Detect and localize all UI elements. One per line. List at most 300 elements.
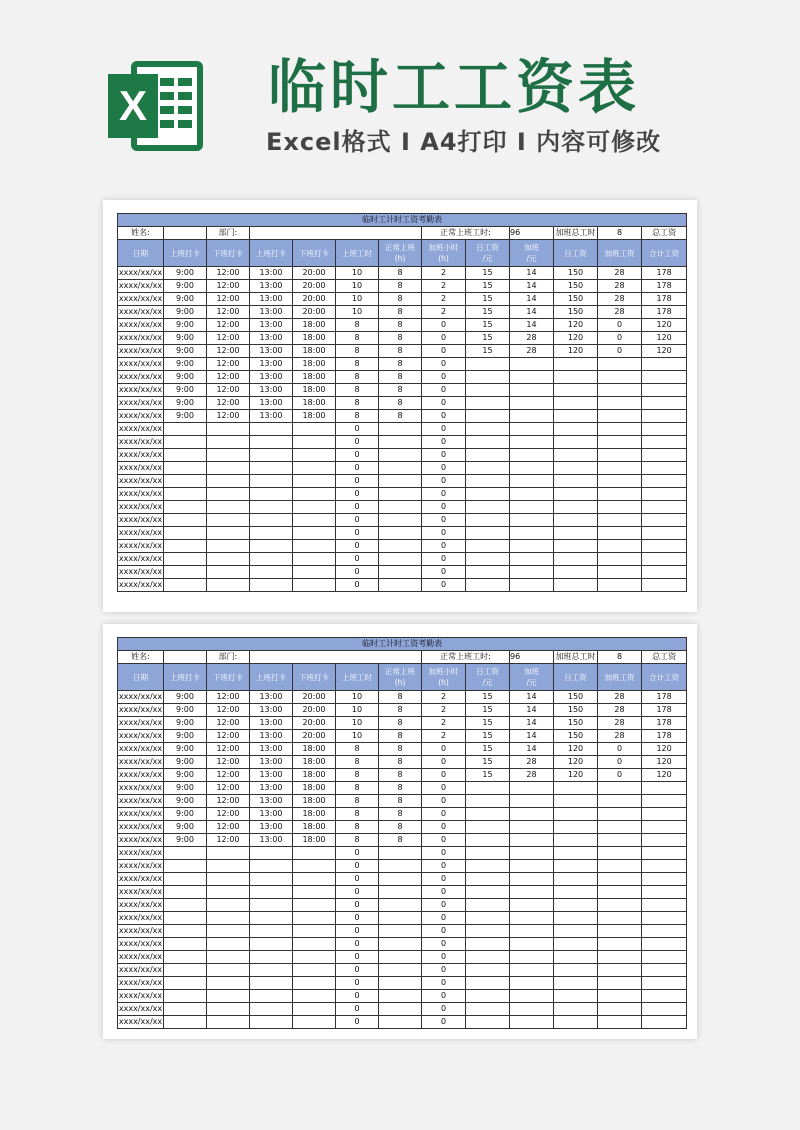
table-cell[interactable] (293, 990, 336, 1003)
table-cell[interactable]: 18:00 (293, 769, 336, 782)
table-cell[interactable]: 8 (379, 730, 422, 743)
table-cell[interactable] (554, 423, 598, 436)
table-cell[interactable]: xxxx/xx/xx (118, 860, 164, 873)
table-cell[interactable]: 12:00 (207, 293, 250, 306)
table-cell[interactable]: 0 (422, 756, 466, 769)
table-cell[interactable] (554, 912, 598, 925)
table-cell[interactable] (207, 886, 250, 899)
table-cell[interactable] (207, 501, 250, 514)
table-cell[interactable]: 8 (379, 821, 422, 834)
table-cell[interactable]: xxxx/xx/xx (118, 886, 164, 899)
table-cell[interactable]: 0 (422, 371, 466, 384)
overtime-total-value[interactable]: 8 (598, 651, 642, 664)
table-cell[interactable] (554, 834, 598, 847)
table-cell[interactable]: xxxx/xx/xx (118, 410, 164, 423)
table-cell[interactable] (164, 899, 207, 912)
table-cell[interactable]: xxxx/xx/xx (118, 449, 164, 462)
table-cell[interactable] (250, 1003, 293, 1016)
table-cell[interactable] (598, 475, 642, 488)
table-cell[interactable]: xxxx/xx/xx (118, 488, 164, 501)
table-cell[interactable]: 15 (466, 319, 510, 332)
table-cell[interactable]: 8 (379, 743, 422, 756)
table-cell[interactable] (207, 964, 250, 977)
table-cell[interactable] (598, 410, 642, 423)
table-cell[interactable]: 15 (466, 730, 510, 743)
table-cell[interactable]: 0 (336, 488, 379, 501)
table-cell[interactable] (510, 475, 554, 488)
table-cell[interactable] (207, 977, 250, 990)
table-cell[interactable] (250, 566, 293, 579)
table-cell[interactable] (554, 847, 598, 860)
table-cell[interactable] (598, 371, 642, 384)
table-cell[interactable]: 9:00 (164, 293, 207, 306)
table-cell[interactable]: 150 (554, 293, 598, 306)
table-cell[interactable] (642, 873, 687, 886)
table-cell[interactable]: 13:00 (250, 756, 293, 769)
table-cell[interactable] (598, 899, 642, 912)
table-cell[interactable]: 150 (554, 280, 598, 293)
table-cell[interactable] (510, 899, 554, 912)
table-cell[interactable] (293, 951, 336, 964)
table-cell[interactable] (379, 938, 422, 951)
table-cell[interactable] (207, 847, 250, 860)
table-cell[interactable] (293, 488, 336, 501)
table-cell[interactable] (510, 397, 554, 410)
table-cell[interactable] (466, 847, 510, 860)
table-cell[interactable] (554, 384, 598, 397)
table-cell[interactable]: xxxx/xx/xx (118, 847, 164, 860)
table-cell[interactable] (554, 449, 598, 462)
table-cell[interactable] (379, 899, 422, 912)
table-cell[interactable] (293, 912, 336, 925)
table-cell[interactable]: 8 (379, 834, 422, 847)
table-cell[interactable]: 28 (598, 280, 642, 293)
table-cell[interactable] (598, 566, 642, 579)
table-cell[interactable]: 9:00 (164, 834, 207, 847)
table-cell[interactable]: 2 (422, 293, 466, 306)
table-cell[interactable]: 120 (642, 332, 687, 345)
table-cell[interactable] (466, 834, 510, 847)
table-cell[interactable] (466, 964, 510, 977)
table-cell[interactable]: 18:00 (293, 808, 336, 821)
table-cell[interactable]: 8 (336, 795, 379, 808)
table-cell[interactable] (379, 566, 422, 579)
table-cell[interactable] (379, 990, 422, 1003)
table-cell[interactable] (642, 990, 687, 1003)
table-cell[interactable] (642, 1016, 687, 1029)
table-cell[interactable]: xxxx/xx/xx (118, 743, 164, 756)
table-cell[interactable]: 0 (336, 514, 379, 527)
table-cell[interactable]: xxxx/xx/xx (118, 267, 164, 280)
table-cell[interactable]: 14 (510, 717, 554, 730)
table-cell[interactable]: 12:00 (207, 345, 250, 358)
table-cell[interactable] (642, 410, 687, 423)
table-cell[interactable] (207, 462, 250, 475)
table-cell[interactable]: 0 (422, 319, 466, 332)
table-cell[interactable]: 10 (336, 730, 379, 743)
table-cell[interactable]: xxxx/xx/xx (118, 834, 164, 847)
table-cell[interactable]: 0 (422, 834, 466, 847)
table-cell[interactable]: 9:00 (164, 769, 207, 782)
table-cell[interactable]: 20:00 (293, 717, 336, 730)
table-cell[interactable]: 0 (422, 436, 466, 449)
table-cell[interactable]: 20:00 (293, 293, 336, 306)
table-cell[interactable] (510, 938, 554, 951)
table-cell[interactable] (554, 501, 598, 514)
table-cell[interactable] (293, 964, 336, 977)
overtime-total-value[interactable]: 8 (598, 227, 642, 240)
table-cell[interactable] (642, 540, 687, 553)
table-cell[interactable] (554, 462, 598, 475)
table-cell[interactable]: 150 (554, 717, 598, 730)
table-cell[interactable] (510, 449, 554, 462)
table-cell[interactable]: 10 (336, 267, 379, 280)
table-cell[interactable] (164, 977, 207, 990)
table-cell[interactable]: 8 (379, 280, 422, 293)
table-cell[interactable]: 13:00 (250, 306, 293, 319)
table-cell[interactable]: 18:00 (293, 397, 336, 410)
table-cell[interactable] (598, 964, 642, 977)
table-cell[interactable] (293, 977, 336, 990)
table-cell[interactable]: 15 (466, 717, 510, 730)
table-cell[interactable]: 14 (510, 319, 554, 332)
table-cell[interactable] (642, 501, 687, 514)
table-cell[interactable]: 8 (336, 371, 379, 384)
table-cell[interactable]: 10 (336, 293, 379, 306)
table-cell[interactable]: xxxx/xx/xx (118, 704, 164, 717)
table-cell[interactable]: 0 (336, 540, 379, 553)
table-cell[interactable] (379, 951, 422, 964)
table-cell[interactable] (642, 808, 687, 821)
table-cell[interactable] (250, 951, 293, 964)
table-cell[interactable]: 9:00 (164, 397, 207, 410)
table-cell[interactable] (250, 514, 293, 527)
table-cell[interactable]: 0 (336, 873, 379, 886)
table-cell[interactable] (510, 553, 554, 566)
table-cell[interactable]: 14 (510, 280, 554, 293)
table-cell[interactable] (379, 488, 422, 501)
table-cell[interactable] (554, 540, 598, 553)
table-cell[interactable]: 13:00 (250, 358, 293, 371)
table-cell[interactable] (598, 527, 642, 540)
table-cell[interactable]: 13:00 (250, 834, 293, 847)
table-cell[interactable] (466, 899, 510, 912)
table-cell[interactable]: 0 (336, 449, 379, 462)
table-cell[interactable]: xxxx/xx/xx (118, 397, 164, 410)
table-cell[interactable] (250, 899, 293, 912)
table-cell[interactable] (250, 436, 293, 449)
table-cell[interactable] (554, 1003, 598, 1016)
table-cell[interactable] (207, 860, 250, 873)
table-cell[interactable]: 0 (422, 925, 466, 938)
table-cell[interactable] (293, 514, 336, 527)
table-cell[interactable]: 13:00 (250, 795, 293, 808)
table-cell[interactable]: 20:00 (293, 704, 336, 717)
table-cell[interactable] (598, 553, 642, 566)
table-cell[interactable] (466, 886, 510, 899)
table-cell[interactable]: 10 (336, 280, 379, 293)
table-cell[interactable]: 28 (510, 332, 554, 345)
table-cell[interactable]: 8 (379, 691, 422, 704)
table-cell[interactable] (466, 951, 510, 964)
table-cell[interactable]: 2 (422, 267, 466, 280)
table-cell[interactable]: xxxx/xx/xx (118, 912, 164, 925)
table-cell[interactable]: 150 (554, 704, 598, 717)
table-cell[interactable]: 15 (466, 345, 510, 358)
table-cell[interactable]: 18:00 (293, 384, 336, 397)
table-cell[interactable] (466, 475, 510, 488)
table-cell[interactable] (598, 925, 642, 938)
table-cell[interactable] (598, 782, 642, 795)
table-cell[interactable] (164, 925, 207, 938)
table-cell[interactable] (642, 358, 687, 371)
table-cell[interactable] (466, 514, 510, 527)
table-cell[interactable] (554, 553, 598, 566)
table-cell[interactable] (510, 951, 554, 964)
table-cell[interactable]: 0 (422, 899, 466, 912)
table-cell[interactable] (642, 977, 687, 990)
table-cell[interactable] (379, 579, 422, 592)
table-cell[interactable]: xxxx/xx/xx (118, 436, 164, 449)
table-cell[interactable]: 13:00 (250, 782, 293, 795)
table-cell[interactable]: 9:00 (164, 280, 207, 293)
table-cell[interactable] (598, 834, 642, 847)
table-cell[interactable] (379, 501, 422, 514)
table-cell[interactable]: 8 (379, 319, 422, 332)
table-cell[interactable] (598, 951, 642, 964)
table-cell[interactable] (642, 488, 687, 501)
table-cell[interactable]: 8 (336, 358, 379, 371)
table-cell[interactable] (466, 553, 510, 566)
table-cell[interactable]: 12:00 (207, 743, 250, 756)
table-cell[interactable]: 0 (422, 821, 466, 834)
table-cell[interactable]: 0 (336, 423, 379, 436)
table-cell[interactable] (554, 436, 598, 449)
table-cell[interactable] (379, 436, 422, 449)
table-cell[interactable] (642, 566, 687, 579)
table-cell[interactable] (164, 566, 207, 579)
table-cell[interactable]: xxxx/xx/xx (118, 566, 164, 579)
table-cell[interactable] (510, 540, 554, 553)
table-cell[interactable] (164, 964, 207, 977)
table-cell[interactable]: 14 (510, 306, 554, 319)
table-cell[interactable] (642, 423, 687, 436)
table-cell[interactable]: 0 (422, 977, 466, 990)
table-cell[interactable]: 0 (422, 475, 466, 488)
table-cell[interactable] (642, 436, 687, 449)
table-cell[interactable] (379, 553, 422, 566)
table-cell[interactable]: 0 (422, 769, 466, 782)
table-cell[interactable] (164, 449, 207, 462)
table-cell[interactable] (554, 886, 598, 899)
table-cell[interactable]: 9:00 (164, 691, 207, 704)
table-cell[interactable] (598, 847, 642, 860)
table-cell[interactable]: 9:00 (164, 332, 207, 345)
table-cell[interactable] (250, 449, 293, 462)
table-cell[interactable]: 15 (466, 267, 510, 280)
table-cell[interactable]: 9:00 (164, 306, 207, 319)
table-cell[interactable] (642, 527, 687, 540)
table-cell[interactable] (642, 514, 687, 527)
table-cell[interactable] (510, 462, 554, 475)
table-cell[interactable]: 9:00 (164, 345, 207, 358)
table-cell[interactable]: 28 (598, 306, 642, 319)
table-cell[interactable]: 12:00 (207, 782, 250, 795)
table-cell[interactable]: 15 (466, 756, 510, 769)
table-cell[interactable] (293, 501, 336, 514)
table-cell[interactable]: 0 (336, 925, 379, 938)
table-cell[interactable] (598, 1016, 642, 1029)
table-cell[interactable] (379, 514, 422, 527)
table-cell[interactable]: 15 (466, 704, 510, 717)
table-cell[interactable]: 28 (510, 769, 554, 782)
table-cell[interactable] (466, 579, 510, 592)
table-cell[interactable] (379, 1003, 422, 1016)
table-cell[interactable] (250, 925, 293, 938)
table-cell[interactable] (466, 860, 510, 873)
table-cell[interactable] (250, 977, 293, 990)
table-cell[interactable] (207, 423, 250, 436)
table-cell[interactable] (207, 925, 250, 938)
table-cell[interactable] (554, 782, 598, 795)
table-cell[interactable]: 13:00 (250, 371, 293, 384)
table-cell[interactable] (598, 462, 642, 475)
table-cell[interactable]: xxxx/xx/xx (118, 1003, 164, 1016)
table-cell[interactable] (164, 436, 207, 449)
table-cell[interactable]: 0 (336, 977, 379, 990)
table-cell[interactable] (207, 1016, 250, 1029)
table-cell[interactable]: 13:00 (250, 332, 293, 345)
table-cell[interactable] (642, 899, 687, 912)
table-cell[interactable] (293, 553, 336, 566)
table-cell[interactable]: xxxx/xx/xx (118, 475, 164, 488)
table-cell[interactable]: 8 (379, 769, 422, 782)
table-cell[interactable] (510, 436, 554, 449)
table-cell[interactable] (207, 553, 250, 566)
table-cell[interactable]: 15 (466, 280, 510, 293)
table-cell[interactable]: 15 (466, 306, 510, 319)
table-cell[interactable]: 0 (336, 553, 379, 566)
table-cell[interactable] (466, 436, 510, 449)
table-cell[interactable] (293, 873, 336, 886)
table-cell[interactable] (598, 358, 642, 371)
table-cell[interactable] (466, 540, 510, 553)
table-cell[interactable]: xxxx/xx/xx (118, 306, 164, 319)
table-cell[interactable] (466, 488, 510, 501)
table-cell[interactable] (642, 860, 687, 873)
table-cell[interactable]: xxxx/xx/xx (118, 384, 164, 397)
table-cell[interactable]: 28 (510, 756, 554, 769)
table-cell[interactable] (379, 475, 422, 488)
table-cell[interactable] (293, 1003, 336, 1016)
table-cell[interactable] (164, 873, 207, 886)
table-cell[interactable]: 9:00 (164, 730, 207, 743)
table-cell[interactable] (642, 821, 687, 834)
table-cell[interactable]: 0 (598, 756, 642, 769)
table-cell[interactable]: 150 (554, 267, 598, 280)
table-cell[interactable]: 8 (379, 332, 422, 345)
table-cell[interactable]: 12:00 (207, 808, 250, 821)
table-cell[interactable] (207, 514, 250, 527)
table-cell[interactable]: 12:00 (207, 306, 250, 319)
table-cell[interactable] (164, 860, 207, 873)
table-cell[interactable] (379, 462, 422, 475)
table-cell[interactable]: xxxx/xx/xx (118, 756, 164, 769)
table-cell[interactable]: 15 (466, 743, 510, 756)
table-cell[interactable] (379, 1016, 422, 1029)
table-cell[interactable] (293, 925, 336, 938)
table-cell[interactable] (250, 540, 293, 553)
table-cell[interactable]: 0 (422, 579, 466, 592)
table-cell[interactable] (510, 384, 554, 397)
table-cell[interactable]: xxxx/xx/xx (118, 873, 164, 886)
table-cell[interactable] (164, 1003, 207, 1016)
table-cell[interactable]: xxxx/xx/xx (118, 1016, 164, 1029)
table-cell[interactable] (642, 795, 687, 808)
table-cell[interactable] (554, 795, 598, 808)
table-cell[interactable]: 12:00 (207, 319, 250, 332)
table-cell[interactable]: xxxx/xx/xx (118, 795, 164, 808)
table-cell[interactable]: 0 (422, 964, 466, 977)
table-cell[interactable]: 0 (336, 501, 379, 514)
table-cell[interactable] (164, 938, 207, 951)
table-cell[interactable]: 8 (336, 821, 379, 834)
table-cell[interactable]: 13:00 (250, 808, 293, 821)
table-cell[interactable]: 15 (466, 332, 510, 345)
table-cell[interactable] (466, 912, 510, 925)
table-cell[interactable]: xxxx/xx/xx (118, 691, 164, 704)
table-cell[interactable]: 8 (379, 371, 422, 384)
table-cell[interactable]: 120 (642, 769, 687, 782)
table-cell[interactable]: 13:00 (250, 267, 293, 280)
table-cell[interactable]: 0 (336, 886, 379, 899)
table-cell[interactable] (642, 782, 687, 795)
table-cell[interactable]: 178 (642, 704, 687, 717)
table-cell[interactable] (164, 886, 207, 899)
table-cell[interactable] (250, 475, 293, 488)
table-cell[interactable] (293, 1016, 336, 1029)
table-cell[interactable]: xxxx/xx/xx (118, 514, 164, 527)
table-cell[interactable] (598, 449, 642, 462)
table-cell[interactable] (293, 540, 336, 553)
table-cell[interactable]: 13:00 (250, 717, 293, 730)
table-cell[interactable]: 28 (598, 717, 642, 730)
table-cell[interactable]: 13:00 (250, 397, 293, 410)
table-cell[interactable]: 8 (379, 795, 422, 808)
table-cell[interactable]: 0 (422, 795, 466, 808)
table-cell[interactable] (379, 886, 422, 899)
table-cell[interactable]: 8 (379, 756, 422, 769)
table-cell[interactable] (207, 475, 250, 488)
table-cell[interactable]: 8 (379, 704, 422, 717)
table-cell[interactable] (293, 462, 336, 475)
table-cell[interactable]: 150 (554, 730, 598, 743)
table-cell[interactable]: 9:00 (164, 782, 207, 795)
table-cell[interactable]: 0 (422, 553, 466, 566)
table-cell[interactable]: 150 (554, 306, 598, 319)
table-cell[interactable]: 0 (422, 1016, 466, 1029)
table-cell[interactable] (642, 938, 687, 951)
table-cell[interactable]: 8 (336, 743, 379, 756)
table-cell[interactable]: 178 (642, 267, 687, 280)
table-cell[interactable]: xxxx/xx/xx (118, 717, 164, 730)
table-cell[interactable]: 18:00 (293, 743, 336, 756)
table-cell[interactable] (293, 423, 336, 436)
table-cell[interactable]: 0 (422, 951, 466, 964)
table-cell[interactable]: xxxx/xx/xx (118, 423, 164, 436)
table-cell[interactable]: 14 (510, 691, 554, 704)
table-cell[interactable]: 8 (336, 756, 379, 769)
